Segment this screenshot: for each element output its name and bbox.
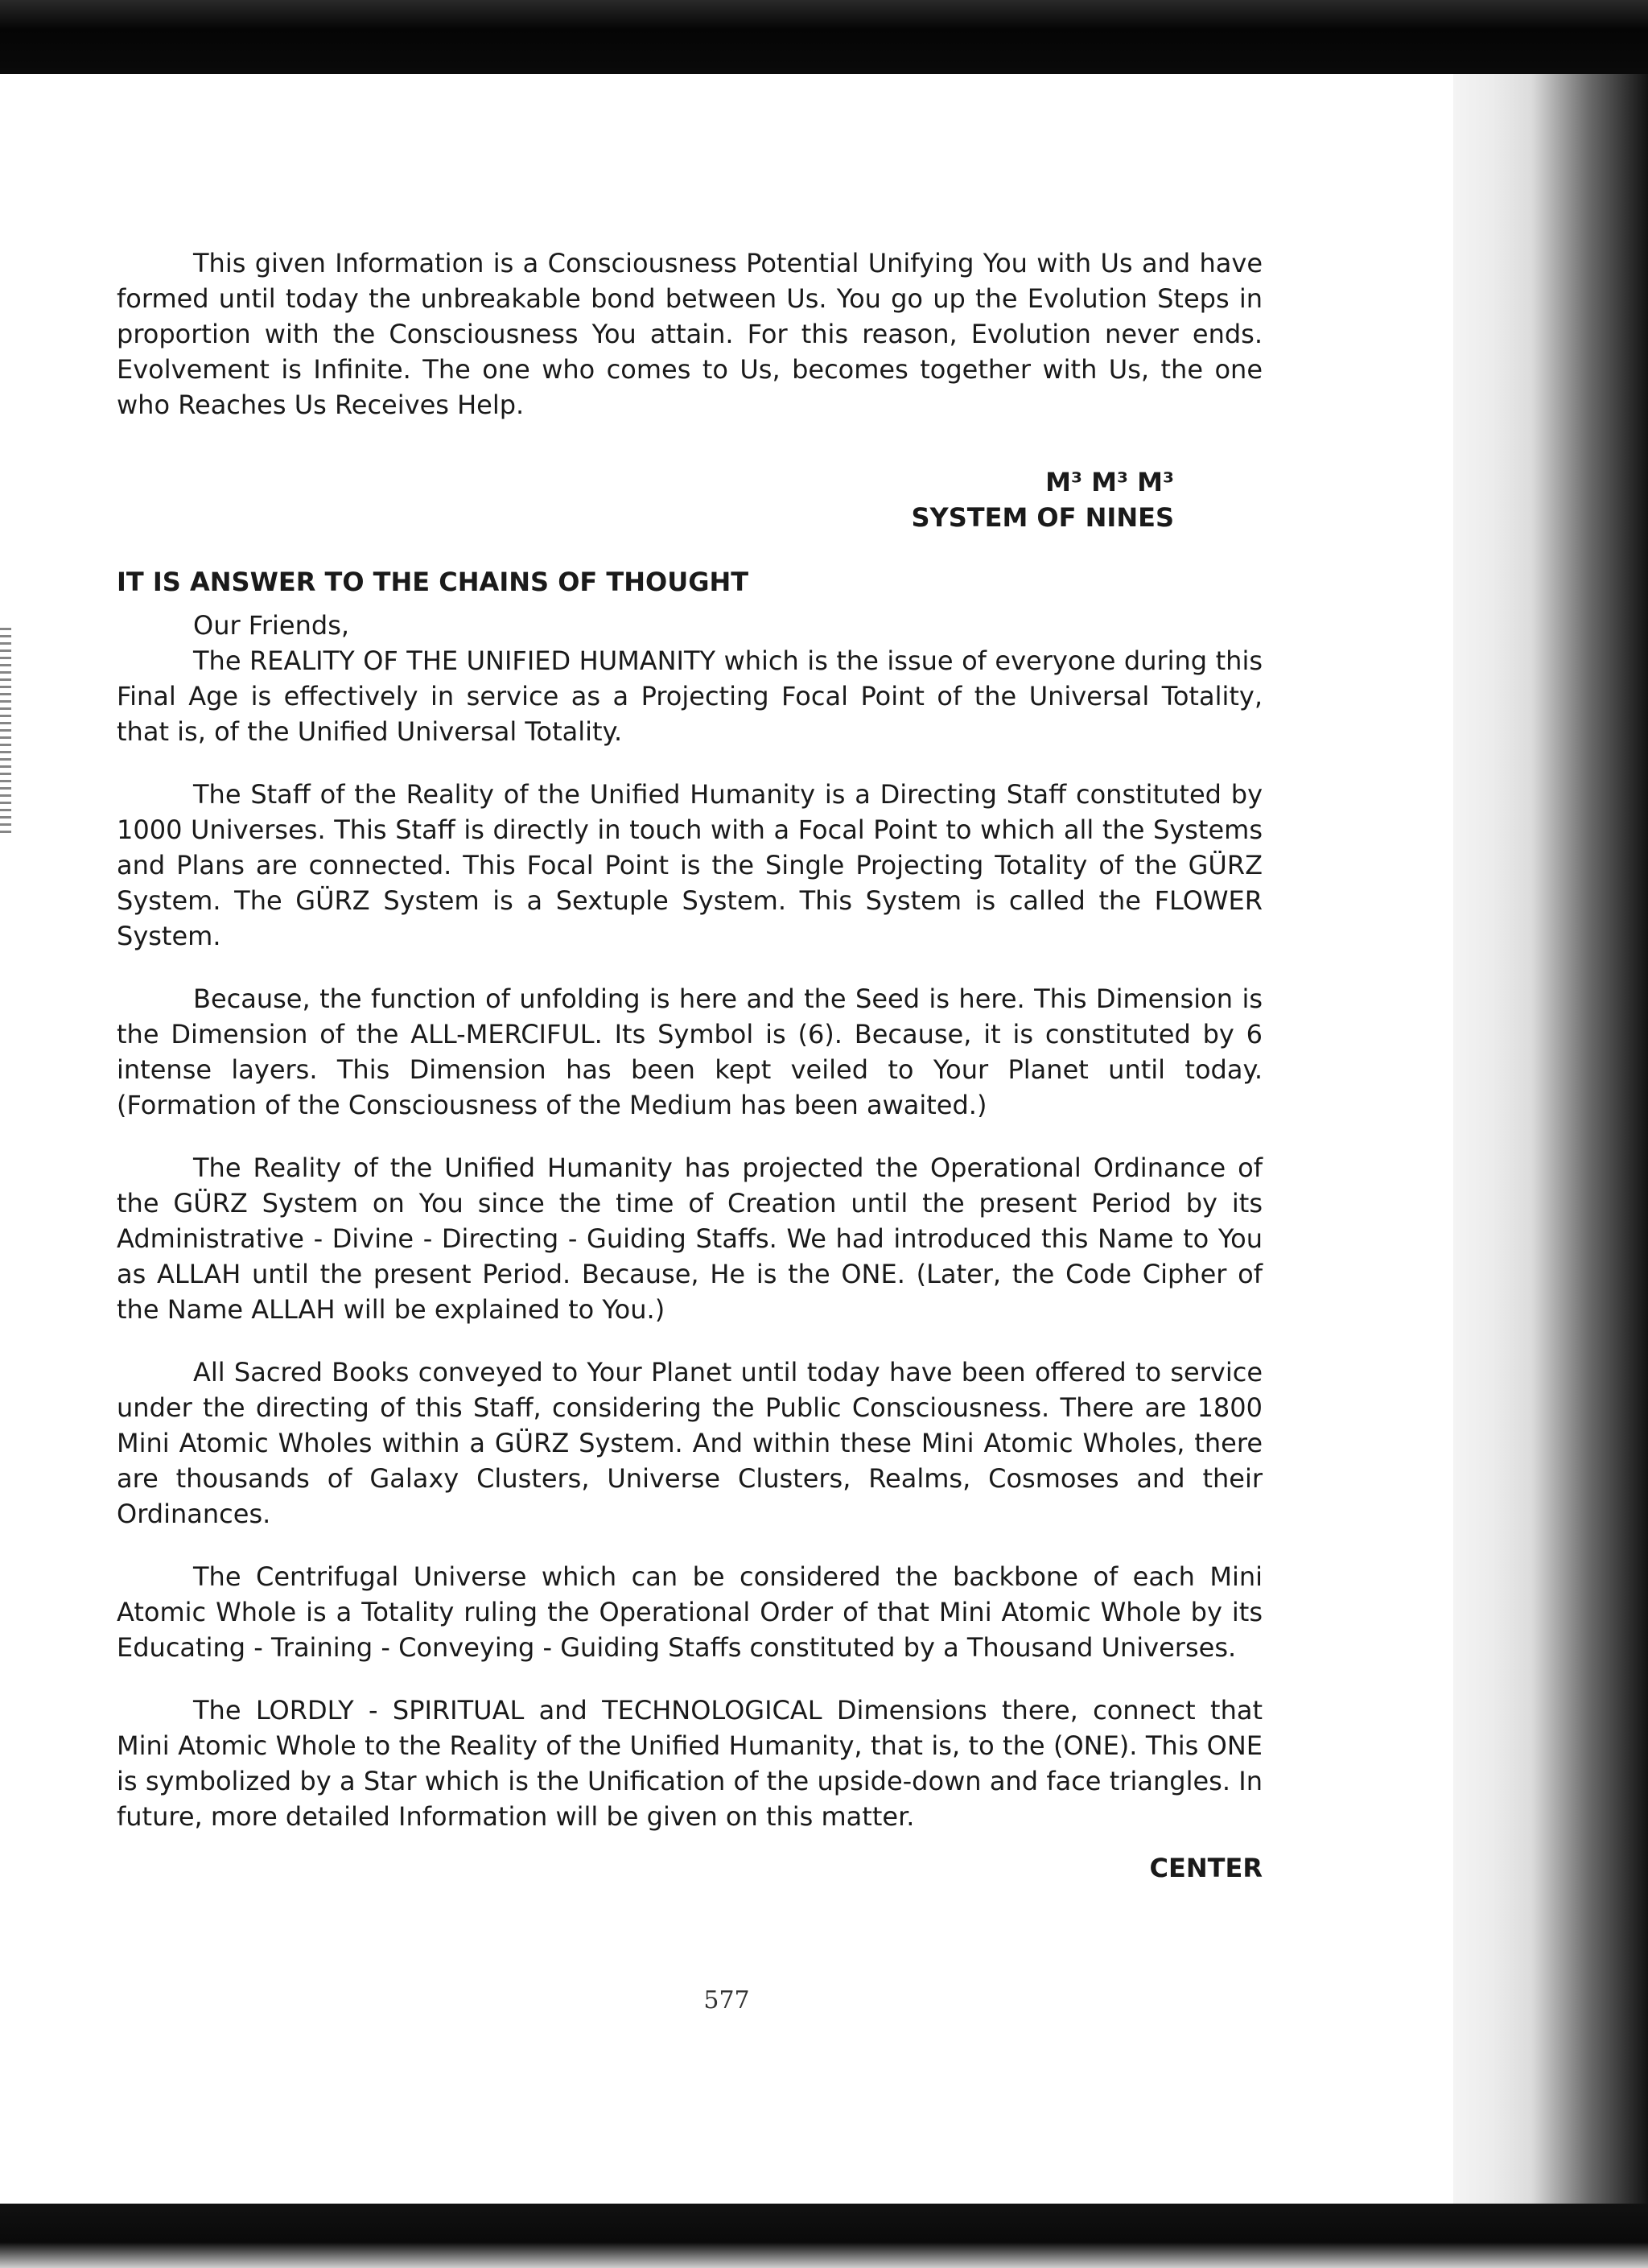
body-paragraph: The REALITY OF THE UNIFIED HUMANITY which is the issue of everyone during this Final Age is effectively in service as a Projecting Focal Point of the Universal Totality, that is, of the Unified Universal Totality. <box>117 645 1263 747</box>
body-paragraph: The Centrifugal Universe which can be considered the backbone of each Mini Atomic Whole is a Totality ruling the Operational Order of that Mini Atomic Whole by its Educating - Training - Conveying - Guiding Staffs constituted by a Thousand Universes. <box>117 1561 1263 1663</box>
body-paragraph: The Staff of the Reality of the Unified Humanity is a Directing Staff constituted by 1000 Universes. This Staff is directly in touch with a Focal Point to which all the Systems and Plans are connected. This Focal Point is the Single Projecting Totality of the GÜRZ System. The GÜRZ System is a Sextuple System. This System is called the FLOWER System. <box>117 779 1263 951</box>
section-title: IT IS ANSWER TO THE CHAINS OF THOUGHT <box>117 567 749 597</box>
page-number: 577 <box>703 1986 750 2014</box>
body-paragraph: The Reality of the Unified Humanity has projected the Operational Ordinance of the GÜRZ System on You since the time of Creation until the present Period by its Administrative - Divine - Directing - Guiding Staffs. We had introduced this Name to You as ALLAH until the present Period. Because, He is the ONE. (Later, the Code Cipher of the Name ALLAH will be explained to You.) <box>117 1153 1263 1325</box>
body-paragraph: All Sacred Books conveyed to Your Planet until today have been offered to service under the directing of this Staff, considering the Public Consciousness. There are 1800 Mini Atomic Wholes within a GÜRZ System. And within these Mini Atomic Wholes, there are thousands of Galaxy Clusters, Universe Clusters, Realms, Cosmoses and their Ordinances. <box>117 1357 1263 1529</box>
scan-bottom-border <box>0 2204 1648 2268</box>
body-paragraph: The LORDLY - SPIRITUAL and TECHNOLOGICAL Dimensions there, connect that Mini Atomic Whole to the Reality of the Unified Humanity, that is, to the (ONE). This ONE is symbolized by a Star which is the Unification of the upside-down and face triangles. In future, more detailed Information will be given on this matter. <box>117 1695 1263 1832</box>
header-right <box>117 464 1174 535</box>
binding-marks <box>0 628 11 837</box>
page-right-edge-shadow <box>1453 74 1648 2204</box>
page-content <box>117 245 1263 1886</box>
signature: CENTER <box>1149 1853 1263 1883</box>
m3-symbols: M³ M³ M³ <box>1045 467 1174 497</box>
system-of-nines-heading: SYSTEM OF NINES <box>911 502 1174 533</box>
salutation: Our Friends, <box>193 610 350 641</box>
intro-paragraph: This given Information is a Consciousness Potential Unifying You with Us and have formed until today the unbreakable bond between Us. You go up the Evolution Steps in proportion with the Consciousness You attain. For this reason, Evolution never ends. Evolvement is Infinite. The one who comes to Us, becomes together with Us, the one who Reaches Us Receives Help. <box>117 248 1263 420</box>
scan-top-border <box>0 0 1648 74</box>
body-paragraph: Because, the function of unfolding is here and the Seed is here. This Dimension is the Dimension of the ALL-MERCIFUL. Its Symbol is (6). Because, it is constituted by 6 intense layers. This Dimension has been kept veiled to Your Planet until today. (Formation of the Consciousness of the Medium has been awaited.) <box>117 983 1263 1120</box>
